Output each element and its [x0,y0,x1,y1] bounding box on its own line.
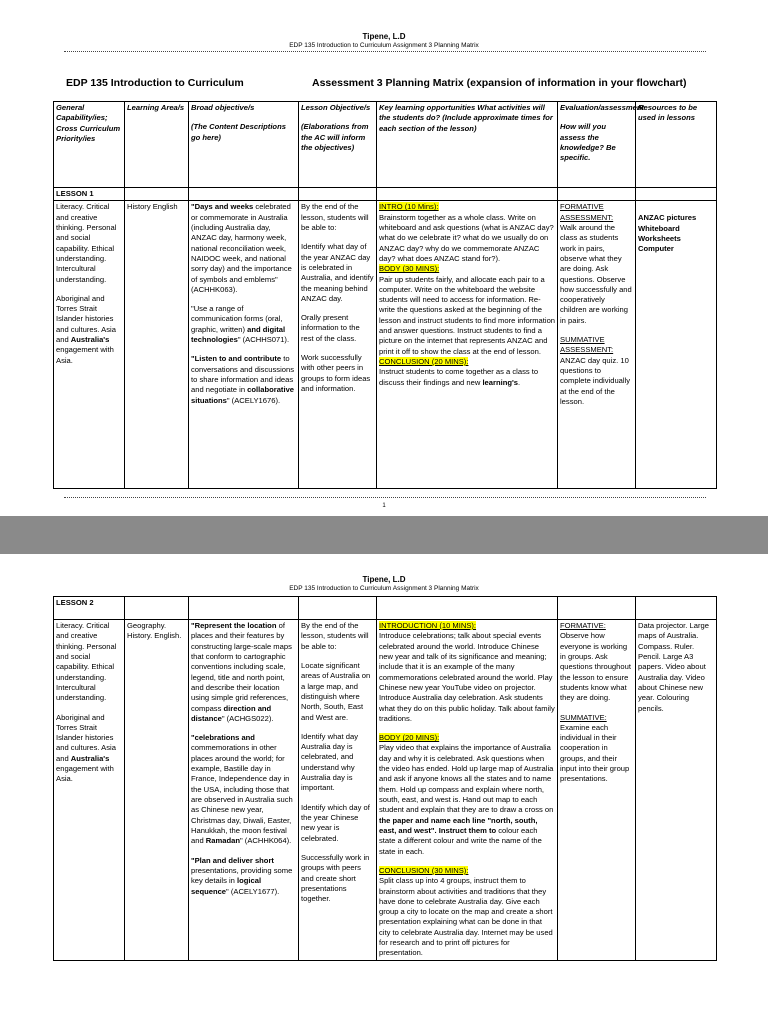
lesson-1-label: LESSON 1 [54,188,125,201]
intro-text: Introduce celebrations; talk about special events celebrated around the world. Introduce Chinese new year and talk of its significance and meaning; include that it is an example of the many commemorations celebrated around the world. Play Chinese new year YouTube video on projector. Introduce Australia day celebration. Ask students what they do on this public holiday. Talk about family traditions. [379,631,555,723]
conclusion-bold: learning's [482,377,519,387]
summative-heading: SUMMATIVE ASSESSMENT: [560,335,614,355]
conclusion-heading: CONCLUSION (20 MINS): [379,357,469,366]
lesson-2-objectives [299,620,377,961]
broad-3-lead: "Listen to and contribute [191,354,282,364]
resource-item: Whiteboard [638,223,680,233]
summative-text: ANZAC day quiz. 10 questions to complete individually at the end of the lesson. [560,355,631,406]
document-page-2 [0,554,768,1024]
conclusion-end: . [518,377,521,387]
header-evaluation [558,102,644,188]
broad-1-text: celebrated or commemorate in Australia (including Australia day, ANZAC day, harmony week, national reconciliation week, NAIDOC week, and national sorry day) and the importance of symbols and emblems" (ACHHK063). [191,202,292,294]
body-heading: BODY (20 MINS): [379,733,440,743]
header-broad-objective [189,102,299,188]
objective-intro: By the end of the lesson, students will be able to: [301,621,369,651]
broad-2-bold: and digital technologies [191,324,286,345]
formative-heading: FORMATIVE ASSESSMENT: [560,202,614,222]
broad-1-text: of places and their features by constructing large-scale maps that conform to cartographic conventions including scale, legend, title and north point, and describe their location using simple grid references, compass [191,621,292,713]
broad-2-text: "Use a range of communication forms (oral, graphic, written) [191,304,283,334]
intro-heading: INTRO (10 Mins): [379,202,439,212]
assessment-title: Assessment 3 Planning Matrix (expansion of information in your flowchart) [312,77,687,89]
formative-heading: FORMATIVE: [560,621,606,630]
broad-3-bold: logical sequence [191,876,262,896]
broad-1-end: " (ACHGS022). [221,713,274,723]
header-broad-note: (The Content Descriptions go here) [191,122,286,142]
resource-item: ANZAC pictures [638,213,697,223]
lesson-1-row [54,201,717,489]
lesson-label-row [54,188,717,201]
planning-matrix-table-2 [53,596,717,961]
broad-3-text: to conversations and discussions to share information and ideas and negotiate in [191,354,294,395]
document-subtitle: EDP 135 Introduction to Curriculum Assignment 3 Planning Matrix [289,42,479,49]
resource-item: Computer [638,244,674,254]
lesson-2-activities [377,620,558,961]
header-lesson-objective [299,102,377,188]
header-row [54,102,717,188]
body-bold: the paper and name each line "north, south, east, and west". Instruct them to [379,815,538,835]
lesson-2-capabilities [54,620,125,961]
broad-3-end: " (ACELY1677). [226,886,280,896]
priority-bold: Australia's [70,335,110,345]
objective-intro: By the end of the lesson, students will be able to: [301,202,369,232]
lesson-label-row [54,597,717,620]
lesson-2-label: LESSON 2 [54,597,125,620]
body-text: Play video that explains the importance of Australia day and why it is celebrated. Ask questions when the video has ended. Hold up large map of Australia and ask if anyone knows all the states and to name them. Hold up compass and explain where north, south, east, and west is. Hand out map to each student and explain that they are to draw a cross on [379,743,554,815]
broad-3-bold: collaborative situations [191,385,295,405]
document-subtitle: EDP 135 Introduction to Curriculum Assignment 3 Planning Matrix [289,585,479,592]
lesson-2-row [54,620,717,961]
body-heading: BODY (30 MINS): [379,264,440,274]
conclusion-text: Split class up into 4 groups, instruct them to brainstorm about activities and traditions that they have done to celebrate Australia day. Give each group a city to locate on the map and create a short presentation explaining what can be done in that city to celebrate Australia day. Internet may be used for research and to print off pictures for presentation. [379,876,553,958]
lesson-1-evaluation [558,201,636,489]
body-text-end: colour each state a different colour and write the name of the state in each. [379,825,542,856]
objective-item: Orally present information to the rest of the class. [301,313,360,343]
lesson-1-capabilities [54,201,125,489]
capability-text: Literacy. Critical and creative thinking. Personal and social capability. Ethical understanding. Intercultural understanding. [56,621,117,703]
broad-1-lead: "Days and weeks [191,202,254,212]
objective-item: Identify what day of the year ANZAC day is celebrated in Australia, and identify the meaning behind ANZAC day. [301,242,374,303]
broad-2-bold: Ramadan [205,836,240,846]
lesson-1-activities [377,201,558,489]
summative-text: Examine each individual in their cooperation in groups, and their input into their group presentations. [560,722,630,784]
header-learning-area: Learning Area/s [125,102,189,188]
author-name: Tipene, L.D [362,32,406,41]
priority-text: Aboriginal and Torres Strait Islander histories and cultures. Asia and [56,293,116,345]
summative-heading: SUMMATIVE: [560,712,607,722]
broad-3-lead: "Plan and deliver short [191,855,274,865]
header-capability: General Capability/ies; Cross Curriculum Priority/ies [54,102,125,188]
formative-text: Observe how everyone is working in groups. Ask questions throughout the lesson to ensure students know what they are doing. [560,631,631,703]
header-eval-label: Evaluation/assessment [560,103,644,112]
lesson-2-evaluation [558,620,636,961]
intro-text: Brainstorm together as a whole class. Write on whiteboard and ask questions (what is ANZAC day? what do we celebrate it? what do we usually do on ANZAC day? why do we commemorate ANZAC day? what does ANZAC stand for?). [379,212,554,263]
header-lesson-obj-label: Lesson Objective/s [301,103,371,112]
header-eval-note: How will you assess the knowledge? Be specific. [560,122,616,163]
priority-text-end: engagement with Asia. [56,764,114,784]
priority-text: Aboriginal and Torres Strait Islander histories and cultures. Asia and [56,712,116,763]
broad-2-end: " (ACHHK064). [239,836,292,846]
lesson-1-resources [636,201,717,489]
header-lesson-obj-note: (Elaborations from the AC will inform the objectives) [301,122,369,152]
lesson-1-learning-area: History English [125,201,189,489]
planning-matrix-table-1 [53,101,717,489]
header-broad-label: Broad objective/s [191,103,255,112]
capability-text: Literacy. Critical and creative thinking. Personal and social capability. Ethical understanding. Intercultural understanding. [56,202,117,284]
objective-item: Identify which day of the year Chinese new year is celebrated. [301,802,370,843]
conclusion-text: Instruct students to come together as a class to discuss their findings and new [379,367,539,387]
broad-2-end: " (ACHHS071). [237,335,290,345]
footer-divider [64,497,706,498]
header-resources: Resources to be used in lessons [636,102,717,188]
formative-text: Walk around the class as students work in pairs, observe what they are doing. Ask questions. Observe how successfully and cooperatively children are working in pairs. [560,222,632,325]
broad-2-lead: "celebrations and [191,733,255,743]
lesson-2-broad-objectives [189,620,299,961]
broad-1-bold: direction and distance [191,703,272,723]
broad-3-end: " (ACELY1676). [226,395,281,405]
broad-1-lead: "Represent the location [191,621,277,630]
document-title: EDP 135 Introduction to Curriculum [66,77,244,89]
lesson-2-resources: Data projector. Large maps of Australia. Compass. Ruler. Pencil. Large A3 papers. Video about Australia day. Video about Chinese new year. Colouring pencils. [636,620,717,961]
intro-heading: INTRODUCTION (10 MINS): [379,621,477,630]
priority-text-end: engagement with Asia. [56,345,114,365]
author-name: Tipene, L.D [362,575,406,584]
priority-bold: Australia's [70,753,110,763]
conclusion-heading: CONCLUSION (30 MINS): [379,865,469,875]
resource-item: Worksheets [638,233,681,243]
objective-item: Locate significant areas of Australia on a large map, and distinguish where North, South, East and West are. [301,660,371,722]
broad-2-text: commemorations in other places around the world; for example, Bastille day in France, Independence day in the USA, including those that are observed in Australia such as Chinese new year, Christmas day, Diwali, Easter, Hanukkah, the moon festival and [191,743,293,846]
objective-item: Identify what day Australia day is celebrated, and understand why Australia day is important. [301,731,358,793]
lesson-1-objectives [299,201,377,489]
objective-item: Work successfully with other peers in groups to form ideas and information. [301,353,371,393]
header-key-learning: Key learning opportunities What activities will the students do? (Include approximate times for each section of the lesson) [377,102,558,188]
lesson-2-learning-area: Geography. History. English. [125,620,189,961]
lesson-1-broad-objectives [189,201,299,489]
header-divider [64,51,706,52]
page-number: 1 [382,503,386,509]
broad-3-text: presentations, providing some key details in [191,865,293,886]
body-text: Pair up students fairly, and allocate each pair to a computer. Write on the whiteboard the website students will need to access for information. Re-write the questions asked at the beginning of the lesson and instruct students to find more information and answer questions. Instruct students to find a picture on the internet that represents ANZAC and print it off to show the class at the end of lesson. [379,274,556,356]
objective-item: Successfully work in groups with peers and create short presentations together. [301,852,370,904]
